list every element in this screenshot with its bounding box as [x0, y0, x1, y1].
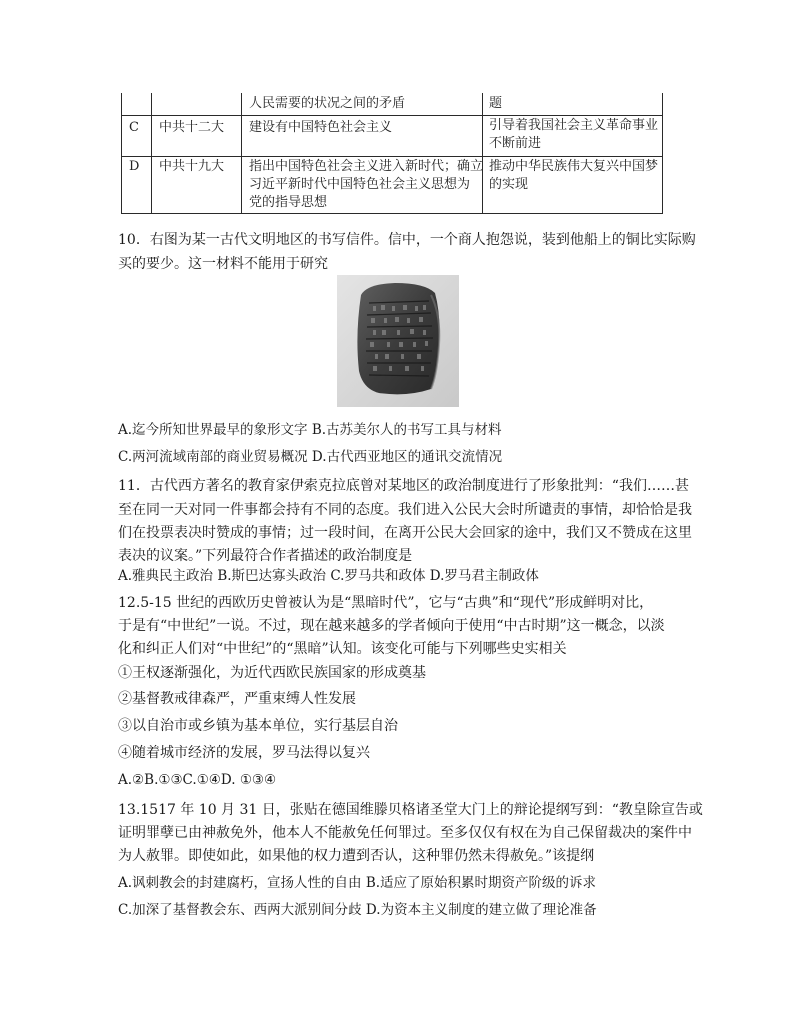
question-11-options: A.雅典民主政治 B.斯巴达寡头政治 C.罗马共和政体 D.罗马君主制政体: [118, 568, 539, 584]
question-10-options: C.两河流域南部的商业贸易概况 D.古代西亚地区的通讯交流情况: [118, 449, 503, 465]
table-cell: 不断前进: [489, 136, 542, 151]
question-12-item: ①王权逐渐强化，为近代西欧民族国家的形成奠基: [118, 665, 426, 681]
table-border: [151, 93, 152, 213]
table-cell: 引导着我国社会主义革命事业: [489, 118, 659, 133]
table-border: [482, 93, 483, 213]
question-13-options: C.加深了基督教会东、西两大派别间分歧 D.为资本主义制度的建立做了理论准备: [118, 902, 597, 918]
table-row-label: D: [129, 159, 140, 174]
table-cell: 党的指导思想: [249, 195, 328, 210]
question-11-stem: 们在投票表决时赞成的事情；过一段时间，在离开公民大会回家的途中，我们又不赞成在这里: [118, 525, 692, 541]
table-border: [121, 93, 122, 213]
question-10-options: A.迄今所知世界最早的象形文字 B.古苏美尔人的书写工具与材料: [118, 422, 502, 438]
question-12-stem: 于是有“中世纪”一说。不过，现在越来越多的学者倾向于使用“中古时期”这一概念，以淡: [118, 618, 665, 634]
question-13-stem: 为人赦罪。即使如此，如果他的权力遭到否认，这种罪仍然未得赦免。”该提纲: [118, 848, 595, 864]
table-cell: 指出中国特色社会主义进入新时代；确立: [249, 159, 484, 174]
comparison-table: [121, 93, 663, 214]
question-12-item: ④随着城市经济的发展，罗马法得以复兴: [118, 745, 370, 761]
question-11-stem: 表决的议案。”下列最符合作者描述的政治制度是: [118, 548, 413, 564]
table-cell: 的实现: [489, 177, 529, 192]
cuneiform-tablet-image: [337, 275, 459, 407]
question-12-options: A.②B.①③C.①④D. ①③④: [118, 772, 277, 788]
table-cell: 建设有中国特色社会主义: [249, 120, 393, 135]
table-cell: 题: [489, 96, 503, 111]
table-cell: 人民需要的状况之间的矛盾: [249, 96, 406, 111]
table-border: [662, 93, 663, 213]
table-border: [241, 93, 242, 213]
table-cell: 推动中华民族伟大复兴中国梦: [489, 159, 659, 174]
question-13-stem: 13.1517 年 10 月 31 日，张贴在德国维滕贝格诸圣堂大门上的辩论提纲写到：“教皇除宣告或: [118, 802, 703, 818]
table-row-label: C: [129, 120, 139, 135]
question-13-options: A.讽刺教会的封建腐朽，宣扬人性的自由 B.适应了原始积累时期资产阶级的诉求: [118, 875, 597, 891]
question-10-stem: 买的要少。这一材料不能用于研究: [118, 256, 328, 272]
question-10-stem: 10．右图为某一古代文明地区的书写信件。信中，一个商人抱怨说，装到他船上的铜比实际购: [118, 232, 696, 248]
question-12-stem: 12.5-15 世纪的西欧历史曾被认为是“黑暗时代”，它与“古典”和“现代”形成鲜明对比，: [118, 595, 654, 611]
table-cell: 中共十九大: [159, 159, 225, 174]
question-11-stem: 11．古代西方著名的教育家伊索克拉底曾对某地区的政治制度进行了形象批判：“我们……甚: [118, 478, 689, 494]
question-13-stem: 证明罪孽已由神赦免外，他本人不能赦免任何罪过。至多仅仅有权在为自己保留裁决的案件中: [118, 825, 692, 841]
question-12-item: ③以自治市或乡镇为基本单位，实行基层自治: [118, 718, 398, 734]
question-11-stem: 至在同一天对同一件事都会持有不同的态度。我们进入公民大会时所谴责的事情，却恰恰是我: [118, 502, 692, 518]
question-12-item: ②基督教戒律森严，严重束缚人性发展: [118, 691, 356, 707]
table-cell: 习近平新时代中国特色社会主义思想为: [249, 177, 471, 192]
table-cell: 中共十二大: [159, 120, 225, 135]
question-12-stem: 化和纠正人们对“中世纪”的“黑暗”认知。该变化可能与下列哪些史实相关: [118, 641, 567, 657]
